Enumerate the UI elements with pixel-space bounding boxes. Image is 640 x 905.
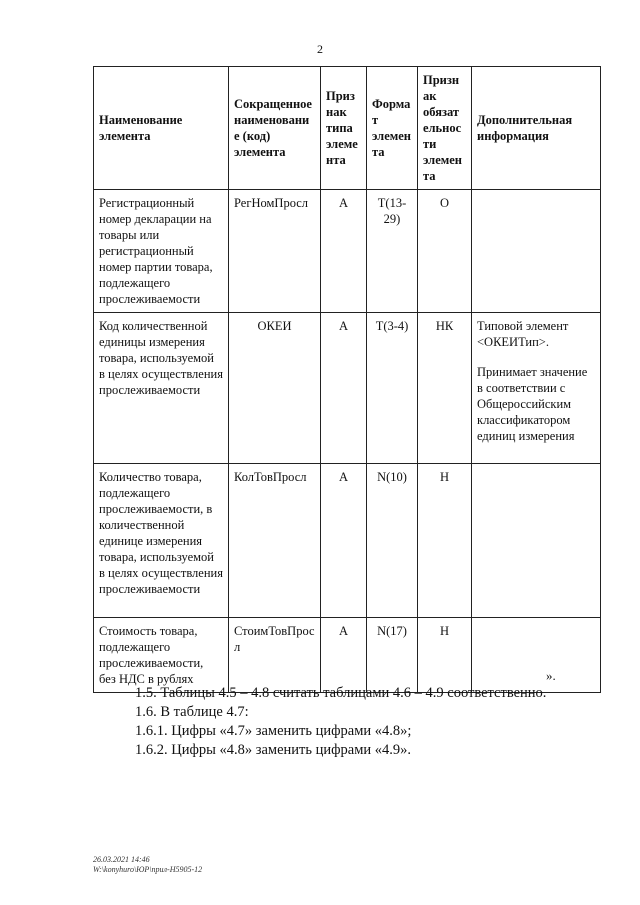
cell-format: N(17) [367,618,418,693]
table-row [94,618,601,693]
amendment-item: 1.6. В таблице 4.7: [135,704,249,720]
header-element-type: Приз нак типа элеме нта [321,67,367,190]
header-additional-info: Дополнительная информация [472,67,601,190]
cell-name: Стоимость товара, подлежащего прослеживаемости, без НДС в рублях [94,618,229,693]
cell-mandatory: О [418,190,472,313]
amendments-list [135,684,546,760]
table-row [94,464,601,618]
cell-info [472,313,601,464]
cell-mandatory: НК [418,313,472,464]
amendment-item: 1.5. Таблицы 4.5 – 4.8 считать таблицами 4.6 – 4.9 соответственно. [135,685,547,701]
cell-mandatory: Н [418,618,472,693]
cell-name: Регистрационный номер декларации на товары или регистрационный номер партии товара, подлежащего прослеживаемости [94,190,229,313]
table-header-row [94,67,601,190]
cell-code: ОКЕИ [229,313,321,464]
info-line: Принимает значение в соответствии с Общероссийским классификатором единиц измерения [477,365,588,443]
amendment-item: 1.6.1. Цифры «4.7» заменить цифрами «4.8»; [135,723,412,739]
document-footer [93,855,202,875]
cell-info [472,618,601,693]
cell-format: Т(13-29) [367,190,418,313]
cell-info [472,190,601,313]
footer-timestamp: 26.03.2021 14:46 [93,855,150,864]
cell-info [472,464,601,618]
page-number: 2 [317,42,323,56]
header-element-name: Наименование элемента [94,67,229,190]
table-row [94,313,601,464]
header-element-format: Форма т элемен та [367,67,418,190]
cell-format: N(10) [367,464,418,618]
cell-code: КолТовПросл [229,464,321,618]
table-row [94,190,601,313]
closing-quote: ». [546,668,556,683]
cell-code: РегНомПросл [229,190,321,313]
header-element-mandatory: Призн ак обязат ельнос ти элемен та [418,67,472,190]
info-line: Типовой элемент <ОКЕИТип>. [477,319,569,349]
header-element-code: Сокращенное наименовани е (код) элемента [229,67,321,190]
footer-file-path: W:\konyhuro\ЮР\прил-Н5905-12 [93,865,203,874]
element-table [93,66,601,693]
cell-format: Т(3-4) [367,313,418,464]
cell-mandatory: Н [418,464,472,618]
cell-type: А [321,313,367,464]
cell-code: СтоимТовПросл [229,618,321,693]
cell-type: А [321,464,367,618]
amendment-item: 1.6.2. Цифры «4.8» заменить цифрами «4.9». [135,742,412,758]
cell-name: Количество товара, подлежащего прослеживаемости, в количественной единице измерения товара, используемой в целях осуществления прослеживаемости [94,464,229,618]
cell-type: А [321,618,367,693]
cell-name: Код количественной единицы измерения товара, используемой в целях осуществления прослеживаемости [94,313,229,464]
cell-type: А [321,190,367,313]
